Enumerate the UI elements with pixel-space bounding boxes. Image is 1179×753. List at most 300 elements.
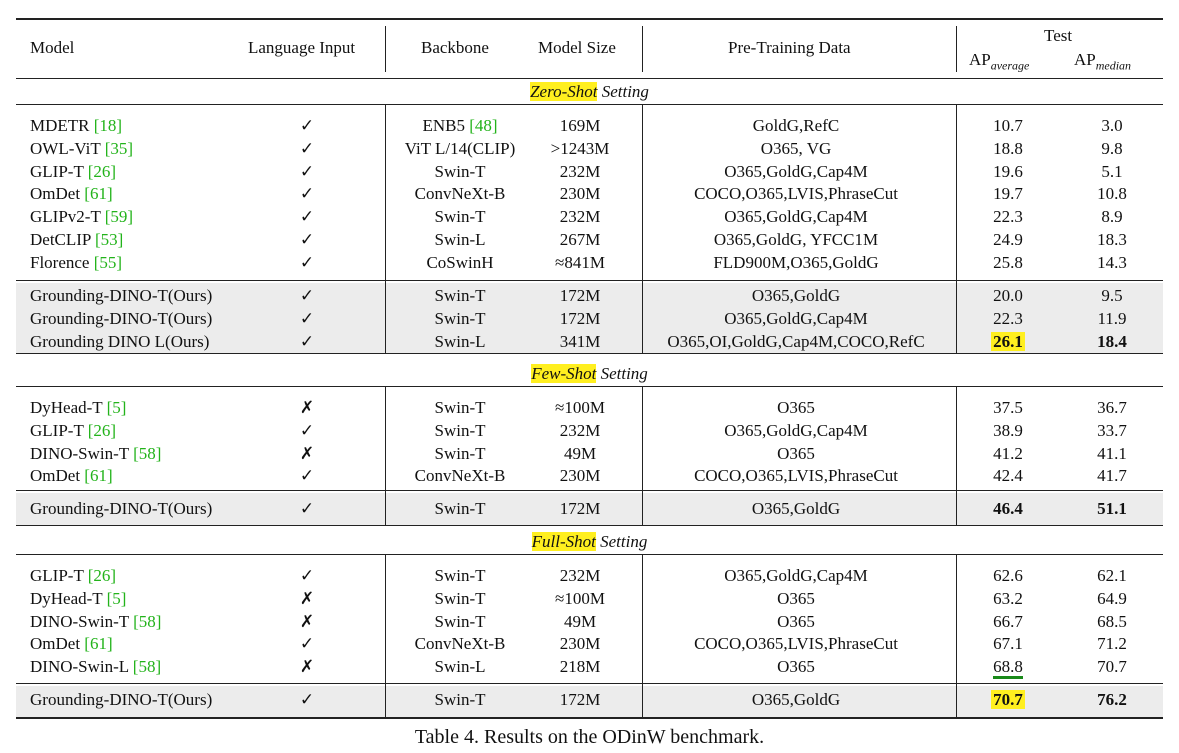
ap-median-cell (1062, 330, 1162, 353)
col-divider (385, 491, 386, 525)
citation-link[interactable]: [55] (93, 252, 123, 272)
ap-average-value: 67.1 (993, 634, 1023, 654)
col-divider (642, 105, 643, 280)
ap-average-cell (958, 137, 1058, 160)
language-input-mark: ✗ (299, 611, 315, 631)
ap-average-cell (958, 497, 1058, 520)
language-input-mark: ✓ (299, 184, 315, 204)
backbone-name: Swin-T (434, 443, 486, 463)
backbone-name: Swin-T (434, 690, 486, 709)
model-name: OmDet (30, 184, 81, 204)
model-name: Grounding DINO L(Ours) (30, 332, 210, 351)
model-cell (30, 497, 212, 520)
pretraining-data: O365 (777, 611, 815, 631)
backbone-name: Swin-T (434, 286, 486, 305)
col-divider (956, 26, 957, 72)
backbone-name: Swin-L (434, 230, 486, 249)
ap-median-cell (1062, 251, 1162, 274)
ours-table-row (16, 688, 1163, 711)
model-size: 232M (559, 207, 601, 227)
section-end-rule (16, 525, 1163, 526)
model-cell (30, 160, 116, 183)
citation-link[interactable]: [61] (84, 184, 113, 204)
citation-link[interactable]: [5] (106, 398, 127, 417)
pretraining-data: O365,GoldG,Cap4M (724, 309, 868, 328)
table-row (16, 610, 1163, 633)
ours-table-row (16, 307, 1163, 330)
model-cell (30, 587, 126, 610)
model-size: 230M (559, 466, 601, 486)
ap-median-value: 5.1 (1101, 161, 1123, 181)
col-divider (956, 105, 957, 280)
model-size: 267M (559, 230, 601, 249)
model-cell (30, 610, 161, 633)
language-input-mark: ✗ (299, 588, 315, 608)
backbone-cell (390, 564, 530, 587)
pretraining-data: O365,OI,GoldG,Cap4M,COCO,RefC (667, 332, 925, 351)
ap-average-value: 41.2 (993, 443, 1023, 463)
ap-average-cell (958, 307, 1058, 330)
model-cell (30, 688, 212, 711)
pretraining-data: O365 (777, 398, 815, 417)
backbone-name: Swin-T (434, 398, 486, 417)
pretraining-data: O365,GoldG, YFCC1M (713, 230, 879, 249)
table-row (16, 632, 1163, 655)
col-divider (385, 555, 386, 683)
citation-link[interactable]: [58] (133, 611, 162, 631)
table-row (16, 564, 1163, 587)
backbone-name: Swin-L (434, 332, 486, 351)
model-name: DINO-Swin-L (30, 657, 129, 677)
ap-average-cell (958, 330, 1058, 353)
ap-median-cell (1062, 205, 1162, 228)
section-rule (16, 104, 1163, 105)
model-size: 49M (563, 611, 597, 631)
citation-link[interactable]: [26] (87, 161, 117, 181)
ap-median-cell (1062, 182, 1162, 205)
col-divider (642, 281, 643, 353)
model-cell (30, 564, 116, 587)
citation-link[interactable]: [18] (93, 116, 123, 135)
language-input-mark: ✓ (299, 116, 315, 135)
model-name: DyHead-T (30, 398, 103, 417)
language-input-mark: ✓ (299, 566, 315, 585)
citation-link[interactable]: [58] (132, 657, 162, 677)
language-input-mark: ✗ (299, 657, 315, 677)
citation-link[interactable]: [26] (87, 420, 117, 440)
ap-average-cell (958, 160, 1058, 183)
section-rule (16, 554, 1163, 555)
language-input-mark: ✓ (299, 309, 315, 328)
model-name: GLIP-T (30, 566, 84, 585)
table-row (16, 114, 1163, 137)
backbone-cell (390, 284, 530, 307)
table-top-rule (16, 18, 1163, 20)
language-input-mark: ✓ (299, 207, 315, 227)
header-pretraining-data: Pre-Training Data (728, 38, 851, 57)
pretraining-data: GoldG,RefC (752, 116, 840, 135)
ap-average-value: 18.8 (993, 138, 1023, 158)
backbone-cell (390, 497, 530, 520)
header-model: Model (30, 38, 75, 57)
ap-average-cell (958, 284, 1058, 307)
ap-median-value: 9.5 (1101, 286, 1123, 305)
ap-average-value: 68.8 (993, 657, 1023, 679)
ap-average-value: 70.7 (993, 690, 1023, 709)
language-input-mark: ✓ (299, 499, 315, 518)
ap-median-cell (1062, 228, 1162, 251)
pretraining-data: O365,GoldG (751, 690, 841, 709)
col-divider (385, 26, 386, 72)
ours-top-rule (16, 683, 1163, 684)
model-name: OmDet (30, 634, 81, 654)
pretraining-data: O365 (777, 588, 815, 608)
section-title-rest: Setting (595, 532, 648, 551)
table-row (16, 182, 1163, 205)
citation-link[interactable]: [59] (104, 207, 134, 227)
backbone-name: Swin-L (434, 657, 486, 677)
ap-average-value: 37.5 (993, 398, 1023, 417)
table-row (16, 587, 1163, 610)
ap-median-cell (1062, 419, 1162, 442)
ap-median-value: 76.2 (1097, 690, 1127, 709)
ap-median-value: 36.7 (1097, 398, 1127, 417)
col-divider (642, 491, 643, 525)
backbone-cell (390, 688, 530, 711)
section-title-highlight: Few-Shot (531, 364, 597, 383)
model-size: 172M (559, 499, 601, 518)
language-input-mark: ✓ (299, 466, 315, 486)
backbone-cell (390, 632, 530, 655)
model-size: 341M (559, 332, 601, 351)
section-title-rest: Setting (596, 364, 648, 383)
ap-average-cell (958, 419, 1058, 442)
ap-average-value: 24.9 (993, 230, 1023, 249)
ap-average-value: 63.2 (993, 588, 1023, 608)
backbone-cell (390, 160, 530, 183)
model-size: 232M (559, 566, 601, 585)
language-input-mark: ✗ (299, 443, 315, 463)
citation-link[interactable]: [58] (133, 443, 162, 463)
ap-median-value: 14.3 (1097, 252, 1127, 272)
ap-average-cell (958, 182, 1058, 205)
col-divider (956, 387, 957, 490)
ap-median-cell (1062, 688, 1162, 711)
ap-median-cell (1062, 497, 1162, 520)
language-input-mark: ✓ (299, 420, 315, 440)
col-divider (956, 555, 957, 683)
pretraining-data: O365, VG (760, 138, 832, 158)
citation-link[interactable]: [61] (84, 634, 113, 654)
citation-link[interactable]: [5] (106, 588, 127, 608)
backbone-cell (390, 442, 530, 465)
backbone-cell (390, 396, 530, 419)
ap-average-cell (958, 114, 1058, 137)
model-size: 232M (559, 420, 601, 440)
table-row (16, 137, 1163, 160)
ap-median-value: 18.3 (1097, 230, 1127, 249)
col-divider (642, 684, 643, 717)
header-ap-median: $AP_{median}$ (1074, 50, 1132, 73)
col-divider (642, 387, 643, 490)
section-rule (16, 386, 1163, 387)
pretraining-data: O365,GoldG,Cap4M (724, 420, 868, 440)
backbone-name: ConvNeXt-B (414, 634, 506, 654)
ap-average-cell (958, 655, 1058, 678)
backbone-name: Swin-T (434, 309, 486, 328)
citation-link[interactable]: [48] (469, 116, 498, 135)
ap-median-cell (1062, 284, 1162, 307)
pretraining-data: O365,GoldG,Cap4M (724, 207, 868, 227)
language-input-mark: ✓ (299, 332, 315, 351)
table-row (16, 442, 1163, 465)
ap-average-cell (958, 632, 1058, 655)
citation-link[interactable]: [53] (95, 230, 124, 249)
model-name: GLIPv2-T (30, 207, 101, 227)
model-name: MDETR (30, 116, 90, 135)
language-input-mark: ✓ (299, 252, 315, 272)
pretraining-data: COCO,O365,LVIS,PhraseCut (694, 184, 898, 204)
backbone-cell (390, 205, 530, 228)
ap-median-value: 3.0 (1101, 116, 1123, 135)
ap-median-value: 33.7 (1097, 420, 1127, 440)
model-size: 169M (559, 116, 601, 135)
ap-average-cell (958, 442, 1058, 465)
ap-average-value: 42.4 (993, 466, 1023, 486)
backbone-name: Swin-T (434, 611, 486, 631)
backbone-name: ConvNeXt-B (414, 466, 506, 486)
model-cell (30, 205, 133, 228)
backbone-cell (390, 419, 530, 442)
ap-median-cell (1062, 442, 1162, 465)
citation-link[interactable]: [35] (104, 138, 134, 158)
ap-median-value: 18.4 (1097, 332, 1127, 351)
ours-top-rule (16, 280, 1163, 281)
model-cell (30, 114, 122, 137)
col-divider (385, 684, 386, 717)
model-name: DetCLIP (30, 230, 91, 249)
backbone-cell (390, 610, 530, 633)
header-backbone: Backbone (421, 38, 489, 57)
language-input-mark: ✓ (299, 161, 315, 181)
col-divider (385, 387, 386, 490)
backbone-name: ViT L/14(CLIP) (404, 138, 516, 158)
table-caption: Table 4. Results on the ODinW benchmark. (414, 726, 765, 748)
model-size: ≈100M (555, 398, 605, 417)
ap-average-value: 25.8 (993, 252, 1023, 272)
model-size: 172M (559, 690, 601, 709)
ours-table-row (16, 497, 1163, 520)
model-size: ≈841M (555, 252, 605, 272)
pretraining-data: O365 (777, 657, 815, 677)
ap-median-cell (1062, 160, 1162, 183)
model-name: DINO-Swin-T (30, 611, 129, 631)
col-divider (385, 281, 386, 353)
ap-average-cell (958, 251, 1058, 274)
pretraining-data: O365,GoldG (751, 286, 841, 305)
backbone-name: Swin-T (434, 566, 486, 585)
model-name: GLIP-T (30, 420, 84, 440)
model-size: 49M (563, 443, 597, 463)
model-name: Grounding-DINO-T(Ours) (30, 499, 213, 518)
backbone-name: Swin-T (434, 207, 486, 227)
ours-table-row (16, 330, 1163, 353)
language-input-mark: ✗ (299, 398, 315, 417)
model-cell (30, 182, 113, 205)
table-row (16, 228, 1163, 251)
backbone-cell (390, 182, 530, 205)
ap-median-cell (1062, 610, 1162, 633)
backbone-cell (390, 464, 530, 487)
backbone-name: Swin-T (434, 499, 486, 518)
ap-median-cell (1062, 587, 1162, 610)
model-cell (30, 228, 123, 251)
table-row (16, 464, 1163, 487)
pretraining-data: O365,GoldG,Cap4M (724, 566, 868, 585)
ap-median-value: 68.5 (1097, 611, 1127, 631)
model-size: 230M (559, 184, 601, 204)
header-language-input: Language Input (248, 38, 356, 57)
pretraining-data: O365,GoldG (751, 499, 841, 518)
citation-link[interactable]: [61] (84, 466, 113, 486)
ap-average-cell (958, 205, 1058, 228)
model-cell (30, 251, 122, 274)
model-size: 218M (559, 657, 601, 677)
language-input-mark: ✓ (299, 634, 315, 654)
section-title-highlight: Zero-Shot (530, 82, 598, 101)
ap-average-value: 38.9 (993, 420, 1023, 440)
model-cell (30, 137, 133, 160)
ap-median-value: 41.1 (1097, 443, 1127, 463)
ap-average-cell (958, 228, 1058, 251)
model-size: 172M (559, 309, 601, 328)
ap-average-value: 66.7 (993, 611, 1023, 631)
model-size: ≈100M (555, 588, 605, 608)
model-cell (30, 396, 126, 419)
col-divider (956, 491, 957, 525)
ap-average-cell (958, 396, 1058, 419)
backbone-cell (390, 114, 530, 137)
col-divider (956, 281, 957, 353)
ap-average-cell (958, 688, 1058, 711)
backbone-cell (390, 655, 530, 678)
ap-median-value: 11.9 (1097, 309, 1127, 328)
pretraining-data: O365 (777, 443, 815, 463)
model-name: Grounding-DINO-T(Ours) (30, 690, 213, 709)
ap-median-cell (1062, 307, 1162, 330)
ap-average-value: 10.7 (993, 116, 1023, 135)
ap-average-value: 22.3 (993, 207, 1023, 227)
ap-median-value: 70.7 (1097, 657, 1127, 677)
ap-median-cell (1062, 396, 1162, 419)
language-input-mark: ✓ (299, 230, 315, 249)
section-title (16, 82, 1163, 102)
ap-median-value: 64.9 (1097, 588, 1127, 608)
backbone-name: ENB5 (422, 116, 465, 135)
ap-median-cell (1062, 114, 1162, 137)
model-cell (30, 655, 161, 678)
model-cell (30, 632, 113, 655)
ap-average-value: 62.6 (993, 566, 1023, 585)
backbone-cell (390, 228, 530, 251)
pretraining-data: COCO,O365,LVIS,PhraseCut (694, 466, 898, 486)
section-title-rest: Setting (597, 82, 649, 101)
backbone-name: Swin-T (434, 588, 486, 608)
citation-link[interactable]: [26] (87, 566, 117, 585)
ours-table-row (16, 284, 1163, 307)
table-row (16, 396, 1163, 419)
ap-median-value: 9.8 (1101, 138, 1123, 158)
table-row (16, 251, 1163, 274)
ap-average-value: 22.3 (993, 309, 1023, 328)
ap-median-value: 51.1 (1097, 499, 1127, 518)
model-size: 232M (559, 161, 601, 181)
col-divider (956, 684, 957, 717)
model-name: Grounding-DINO-T(Ours) (30, 286, 213, 305)
model-name: Grounding-DINO-T(Ours) (30, 309, 213, 328)
model-name: OmDet (30, 466, 81, 486)
table-row (16, 160, 1163, 183)
ap-average-cell (958, 464, 1058, 487)
section-title-highlight: Full-Shot (531, 532, 596, 551)
ap-median-value: 41.7 (1097, 466, 1127, 486)
ap-average-cell (958, 564, 1058, 587)
header-test: Test (1044, 26, 1073, 45)
ap-median-value: 8.9 (1101, 207, 1123, 227)
table-row (16, 419, 1163, 442)
model-size: 172M (559, 286, 601, 305)
backbone-cell (390, 251, 530, 274)
backbone-name: ConvNeXt-B (414, 184, 506, 204)
model-cell (30, 330, 209, 353)
section-title (16, 532, 1163, 552)
pretraining-data: O365,GoldG,Cap4M (724, 161, 868, 181)
ap-average-value: 20.0 (993, 286, 1023, 305)
model-cell (30, 307, 212, 330)
col-divider (642, 26, 643, 72)
ap-average-value: 19.7 (993, 184, 1023, 204)
ap-median-value: 71.2 (1097, 634, 1127, 654)
header-bottom-rule (16, 78, 1163, 79)
backbone-cell (390, 330, 530, 353)
model-cell (30, 419, 116, 442)
col-divider (642, 555, 643, 683)
ap-average-cell (958, 587, 1058, 610)
ap-median-cell (1062, 564, 1162, 587)
ap-average-value: 26.1 (993, 332, 1023, 351)
language-input-mark: ✓ (299, 138, 315, 158)
section-end-rule (16, 717, 1163, 719)
model-size: 230M (559, 634, 601, 654)
ap-median-value: 10.8 (1097, 184, 1127, 204)
ap-average-value: 46.4 (993, 499, 1023, 518)
ap-median-cell (1062, 464, 1162, 487)
header-model-size: Model Size (538, 38, 616, 57)
model-name: OWL-ViT (30, 138, 101, 158)
model-cell (30, 464, 113, 487)
pretraining-data: FLD900M,O365,GoldG (713, 252, 879, 272)
backbone-name: Swin-T (434, 161, 486, 181)
ap-median-cell (1062, 655, 1162, 678)
ours-top-rule (16, 490, 1163, 491)
ap-median-cell (1062, 137, 1162, 160)
ap-average-cell (958, 610, 1058, 633)
backbone-cell (390, 137, 530, 160)
model-name: DINO-Swin-T (30, 443, 129, 463)
backbone-name: CoSwinH (426, 252, 494, 272)
model-name: Florence (30, 252, 90, 272)
table-row (16, 205, 1163, 228)
